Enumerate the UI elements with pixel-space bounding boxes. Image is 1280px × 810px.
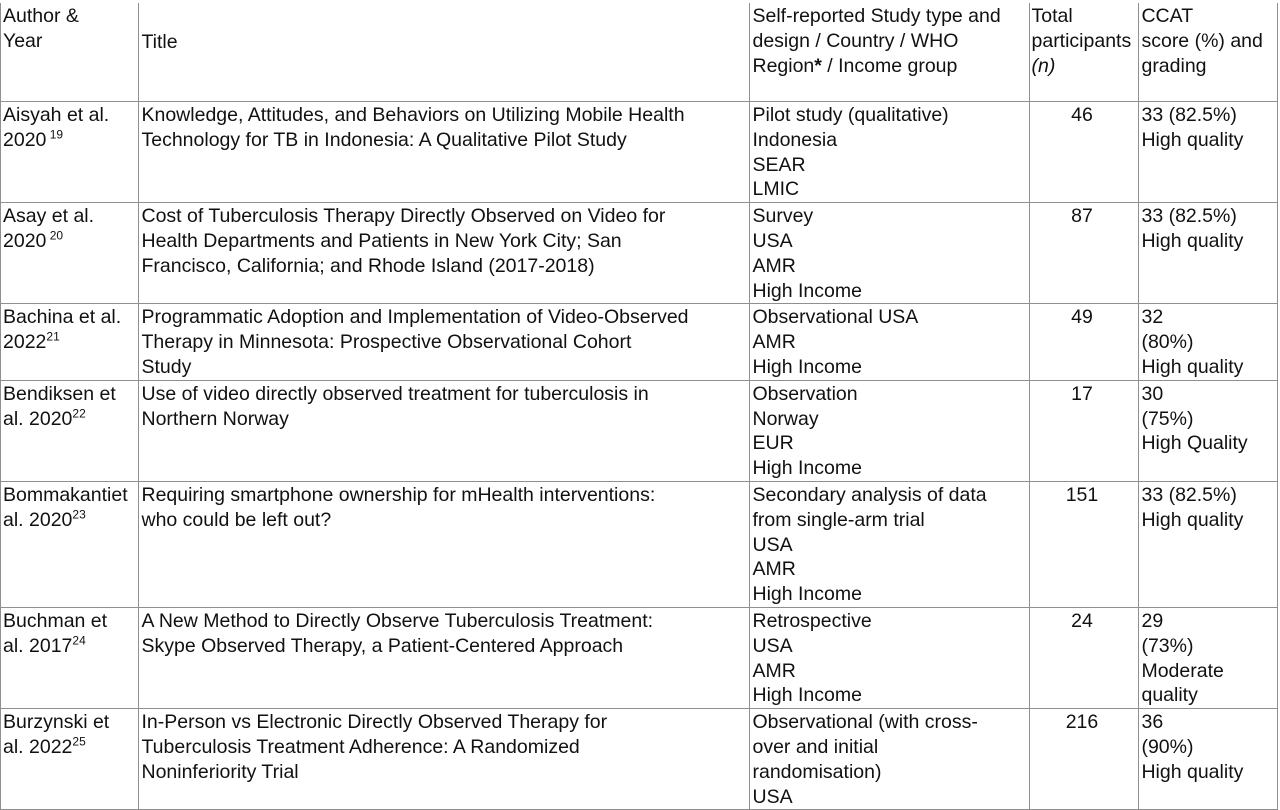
score-line: (73%) [1141,634,1194,657]
author-line: 2020 $^{20}$ [3,228,64,252]
cell-score [1139,481,1278,607]
score-line: High quality [1141,760,1244,783]
author-line: Burzynski et [3,711,110,734]
score-line: 32 [1141,306,1164,329]
design-line: High Income [752,684,862,707]
cell-author [1,102,139,203]
design-line: USA [752,229,793,252]
design-line: USA [752,785,793,808]
design-line: High Income [752,279,862,302]
score-line: High quality [1141,128,1244,151]
cell-title [139,380,750,481]
title-line: Francisco, California; and Rhode Island (2017-2018) [141,254,595,277]
design-line: Pilot study (qualitative) [752,104,949,126]
author-line: Buchman et [3,609,108,632]
score-line: (90%) [1141,735,1194,758]
title-line: Technology for TB in Indonesia: A Qualitative Pilot Study [141,128,627,151]
design-line: SEAR [752,153,806,176]
design-line: Indonesia [752,128,838,151]
cell-design [750,380,1029,481]
design-line: High Income [752,457,862,480]
header-design [750,3,1029,102]
title-line: Northern Norway [141,407,289,430]
design-line: AMR [752,331,796,354]
design-line: Norway [752,407,819,430]
score-line: 33 (82.5%) [1141,205,1237,228]
score-line: Moderate [1141,659,1224,682]
author-line: Asay et al. [3,205,95,228]
design-line: Secondary analysis of data [752,483,987,506]
page-top-edge [0,0,1280,3]
cell-design [750,102,1029,203]
header-author-line: Year [3,29,43,52]
header-design-tail: / Income group [821,54,958,77]
score-line: High Quality [1141,432,1248,455]
title-line: who could be left out? [141,508,332,531]
title-line: Noninferiority Trial [141,760,299,783]
cell-design [750,481,1029,607]
cell-design [750,304,1029,380]
design-line: AMR [752,659,796,682]
studies-table [0,2,1278,810]
cell-score [1139,203,1278,304]
header-score-line: score (%) and [1141,29,1263,52]
reference-number: 23 [72,507,86,522]
design-line: LMIC [752,178,800,201]
header-score-line: grading [1141,54,1207,77]
author-line: Bachina et al. [3,306,122,329]
design-line: USA [752,533,793,556]
design-line: from single-arm trial [752,508,925,531]
table-body [1,102,1278,810]
author-line: Aisyah et al. [3,104,110,126]
cell-participants: 46 [1029,102,1139,203]
author-line: Bommakantiet [3,483,128,506]
author-line: Bendiksen et [3,382,116,405]
title-line: Study [141,355,192,378]
title-line: Knowledge, Attitudes, and Behaviors on Utilizing Mobile Health [141,104,685,126]
cell-participants: 24 [1029,607,1139,708]
design-line: AMR [752,558,796,581]
header-row [1,3,1278,102]
header-n-line: Total [1031,5,1073,27]
cell-title [139,607,750,708]
design-line: Observational (with cross- [752,711,978,734]
design-line: Observational USA [752,306,919,329]
score-line: quality [1141,684,1198,707]
header-design-line: Self-reported Study type and [752,5,1001,27]
design-line: Retrospective [752,609,872,632]
author-line: 2022$^{21}$ [3,329,60,354]
cell-author [1,304,139,380]
score-line: (75%) [1141,407,1194,430]
score-line: 36 [1141,711,1164,734]
design-line: High Income [752,583,862,606]
score-line: High quality [1141,508,1244,531]
score-line: (80%) [1141,331,1194,354]
table-row [1,203,1278,304]
title-line: Health Departments and Patients in New York City; San [141,229,622,252]
reference-number: 21 [46,329,60,344]
cell-participants: 216 [1029,709,1139,810]
cell-participants: 87 [1029,203,1139,304]
cell-participants: 151 [1029,481,1139,607]
design-line: USA [752,634,793,657]
design-line: Observation [752,382,858,405]
cell-author [1,607,139,708]
reference-number: 20 [46,228,64,243]
table-row [1,709,1278,810]
cell-score [1139,607,1278,708]
design-line: Survey [752,205,814,228]
header-author-line: Author & [3,5,79,27]
header-n-var: (n) [1031,54,1056,77]
score-line: 29 [1141,609,1164,632]
cell-score [1139,102,1278,203]
cell-score [1139,380,1278,481]
cell-title [139,709,750,810]
table-row [1,102,1278,203]
header-design-region: Region [752,54,815,77]
title-line: Skype Observed Therapy, a Patient-Centered Approach [141,634,624,657]
title-line: Requiring smartphone ownership for mHealth interventions: [141,483,656,506]
cell-title [139,203,750,304]
title-line: A New Method to Directly Observe Tuberculosis Treatment: [141,609,654,632]
title-line: Use of video directly observed treatment for tuberculosis in [141,382,649,405]
header-score-line: CCAT [1141,5,1194,27]
author-line: 2020 $^{19}$ [3,127,64,151]
header-title-label: Title [141,31,178,53]
title-line: Programmatic Adoption and Implementation of Video-Observed [141,306,689,329]
score-line: 33 (82.5%) [1141,483,1237,506]
score-line: High quality [1141,229,1244,252]
title-line: In-Person vs Electronic Directly Observed Therapy for [141,711,608,734]
table-row [1,481,1278,607]
header-score [1139,3,1278,102]
author-line: al. 2020$^{22}$ [3,406,86,430]
cell-title [139,102,750,203]
cell-title [139,304,750,380]
reference-number: 24 [72,633,86,648]
cell-design [750,709,1029,810]
cell-author [1,380,139,481]
design-line: randomisation) [752,760,882,783]
header-title [139,3,750,102]
cell-participants: 49 [1029,304,1139,380]
reference-number: 19 [46,127,64,142]
design-line: EUR [752,432,794,455]
cell-score [1139,709,1278,810]
author-line: al. 2020$^{23}$ [3,507,86,531]
header-author [1,3,139,102]
cell-score [1139,304,1278,380]
score-line: 33 (82.5%) [1141,104,1237,126]
score-line: 30 [1141,382,1164,405]
header-design-line: design / Country / WHO [752,29,959,52]
reference-number: 22 [72,406,86,421]
design-line: AMR [752,254,796,277]
title-line: Cost of Tuberculosis Therapy Directly Observed on Video for [141,205,666,228]
cell-author [1,709,139,810]
author-line: al. 2017$^{24}$ [3,633,86,657]
score-line: High quality [1141,355,1244,378]
header-design-line [752,54,1026,79]
design-line: High Income [752,355,862,378]
cell-participants: 17 [1029,380,1139,481]
table-row [1,304,1278,380]
cell-author [1,203,139,304]
design-line: over and initial [752,735,879,758]
cell-design [750,607,1029,708]
author-line: al. 2022$^{25}$ [3,734,86,758]
header-n-line: participants [1031,29,1132,52]
table-row [1,607,1278,708]
cell-design [750,203,1029,304]
cell-title [139,481,750,607]
table-row [1,380,1278,481]
cell-author [1,481,139,607]
header-design-star: * [814,54,822,77]
header-participants [1029,3,1139,102]
reference-number: 25 [72,734,86,749]
title-line: Tuberculosis Treatment Adherence: A Randomized [141,735,580,758]
title-line: Therapy in Minnesota: Prospective Observational Cohort [141,331,632,354]
